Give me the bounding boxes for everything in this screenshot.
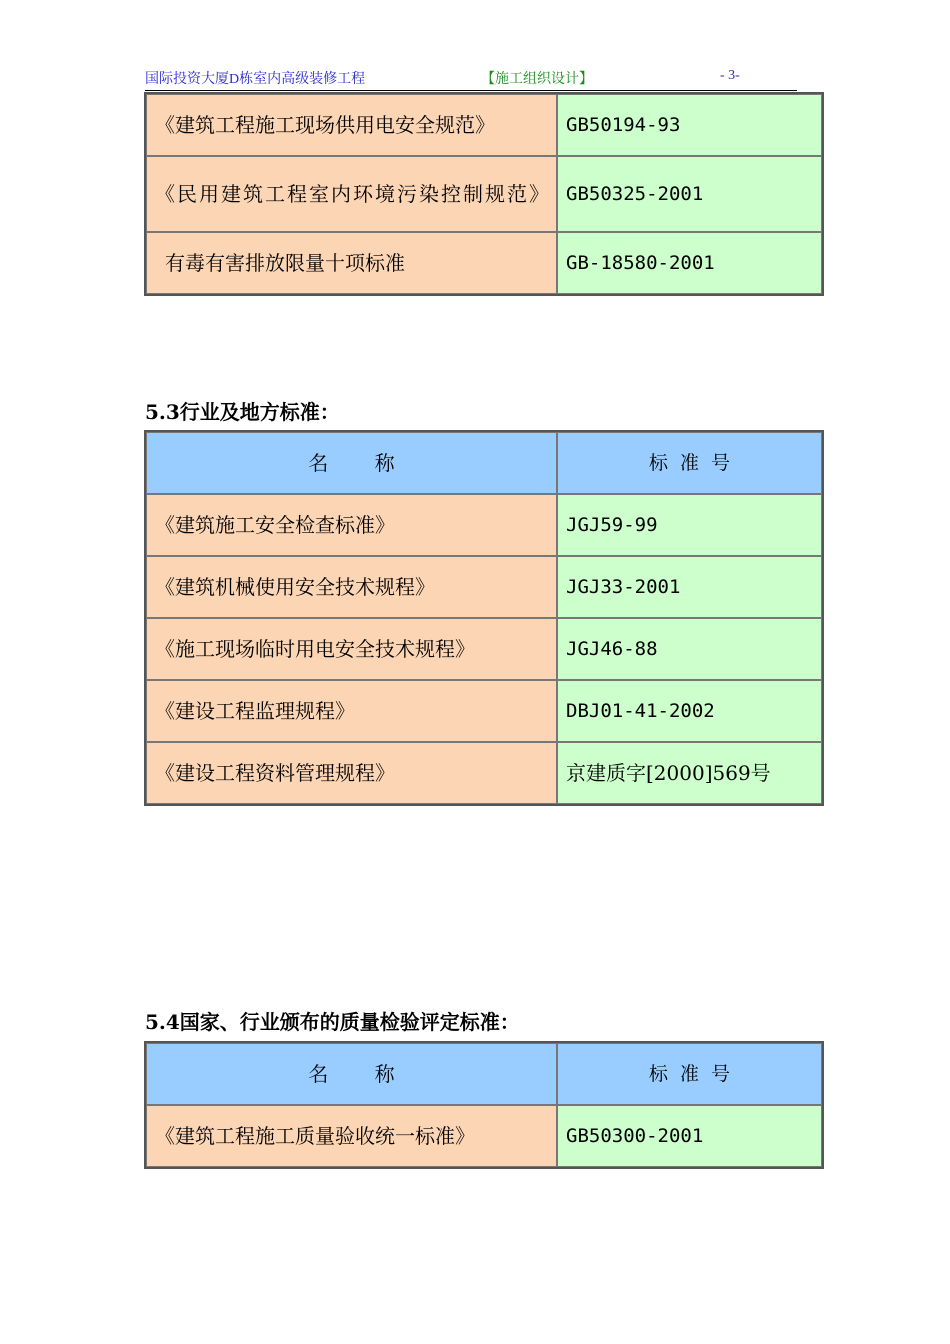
standard-code: JGJ46-88 — [557, 618, 822, 680]
table-row — [146, 156, 822, 232]
standard-code: 京建质字[2000]569号 — [557, 742, 822, 804]
industry-standards-table — [144, 430, 824, 806]
standard-name: 《建筑工程施工质量验收统一标准》 — [146, 1105, 557, 1167]
standard-code: GB50300-2001 — [557, 1105, 822, 1167]
table-row — [146, 680, 822, 742]
page-header — [145, 66, 797, 91]
standard-name: 有毒有害排放限量十项标准 — [146, 232, 557, 294]
table-row — [146, 232, 822, 294]
quality-standards-table — [144, 1041, 824, 1169]
table-row — [146, 556, 822, 618]
standard-name: 《民用建筑工程室内环境污染控制规范》 — [146, 156, 557, 232]
standard-name: 《建设工程资料管理规程》 — [146, 742, 557, 804]
standard-name: 《建筑机械使用安全技术规程》 — [146, 556, 557, 618]
project-title: 国际投资大厦D栋室内高级装修工程 — [145, 72, 366, 87]
standard-code: DBJ01-41-2002 — [557, 680, 822, 742]
standard-name: 《施工现场临时用电安全技术规程》 — [146, 618, 557, 680]
standard-code: GB-18580-2001 — [557, 232, 822, 294]
column-header-code: 标 准 号 — [557, 1043, 822, 1105]
column-header-name: 名 称 — [146, 432, 557, 494]
table-row — [146, 618, 822, 680]
table-row — [146, 494, 822, 556]
table-row — [146, 1105, 822, 1167]
column-header-code: 标 准 号 — [557, 432, 822, 494]
standard-name: 《建筑施工安全检查标准》 — [146, 494, 557, 556]
section-title-5-4: 5.4国家、行业颁布的质量检验评定标准： — [145, 1010, 520, 1034]
table-row — [146, 94, 822, 156]
table-header-row — [146, 1043, 822, 1105]
page-number: - 3- — [720, 68, 740, 83]
standard-code: JGJ59-99 — [557, 494, 822, 556]
table-row — [146, 742, 822, 804]
document-type: 【施工组织设计】 — [481, 72, 593, 87]
standards-table-continued — [144, 92, 824, 296]
standard-code: GB50194-93 — [557, 94, 822, 156]
standard-name: 《建筑工程施工现场供用电安全规范》 — [146, 94, 557, 156]
column-header-name: 名 称 — [146, 1043, 557, 1105]
table-header-row — [146, 432, 822, 494]
standard-name: 《建设工程监理规程》 — [146, 680, 557, 742]
standard-code: JGJ33-2001 — [557, 556, 822, 618]
standard-code: GB50325-2001 — [557, 156, 822, 232]
section-title-5-3: 5.3行业及地方标准： — [145, 400, 340, 424]
